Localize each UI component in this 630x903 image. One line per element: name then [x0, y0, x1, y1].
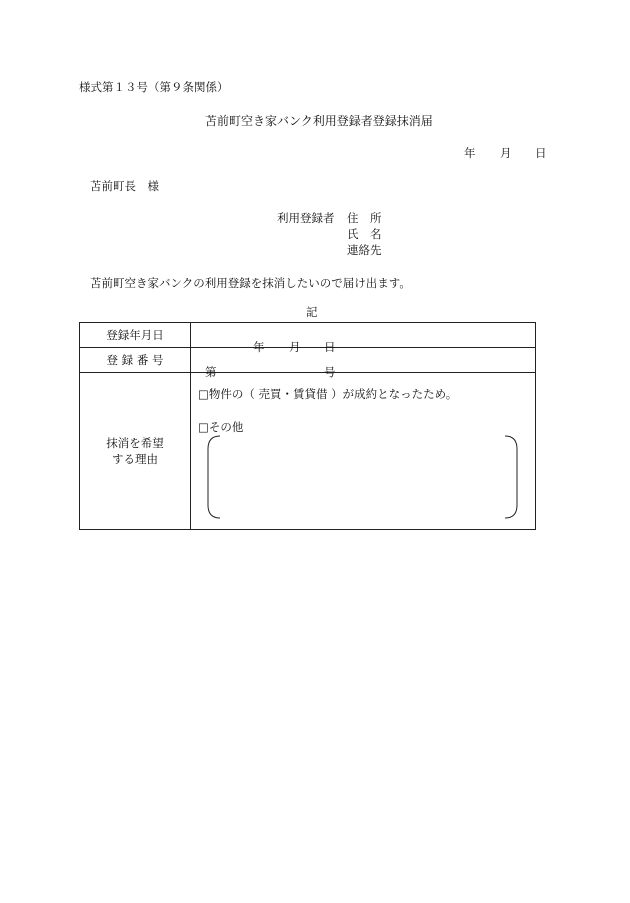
other-reason-input-area[interactable] [225, 439, 497, 513]
reg-year: 年 [253, 340, 265, 354]
date-day: 日 [535, 146, 547, 160]
option-other-checkbox[interactable]: □その他 [198, 420, 244, 434]
document-title: 苫前町空き家バンク利用登録者登録抹消届 [205, 114, 433, 128]
statement: 苫前町空き家バンクの利用登録を抹消したいので届け出ます。 [90, 276, 411, 290]
addressee: 苫前町長 様 [90, 179, 159, 193]
option-contract-checkbox[interactable]: □物件の（ 売買・賃貸借 ）が成約となったため。 [198, 387, 458, 401]
date-year: 年 [464, 146, 476, 160]
ki-heading: 記 [306, 305, 318, 319]
table-row [80, 323, 536, 348]
table-row [80, 348, 536, 373]
reg-month: 月 [289, 340, 301, 354]
contact-label: 連絡先 [347, 243, 382, 257]
form-number: 様式第１３号（第９条関係） [79, 80, 229, 94]
registration-number-label: 登 録 番 号 [80, 348, 191, 373]
table-row [80, 373, 536, 530]
reason-label-line1: 抹消を希望 [106, 436, 164, 450]
reg-number-suffix: 号 [324, 365, 336, 379]
right-parenthesis-icon [504, 435, 518, 519]
registrant-heading: 利用登録者 [277, 211, 335, 225]
reason-label [80, 373, 191, 530]
date-month: 月 [500, 146, 512, 160]
reason-label-line2: する理由 [112, 452, 158, 466]
name-label: 氏 名 [347, 227, 382, 241]
registration-date-label: 登録年月日 [80, 323, 191, 348]
address-label: 住 所 [347, 211, 382, 225]
reg-number-prefix: 第 [205, 365, 217, 379]
left-parenthesis-icon [207, 435, 221, 519]
registration-date-cell[interactable] [191, 323, 536, 354]
registration-number-cell[interactable] [191, 348, 536, 379]
reg-day: 日 [324, 340, 336, 354]
reason-cell [191, 373, 536, 530]
detail-table [79, 322, 536, 530]
